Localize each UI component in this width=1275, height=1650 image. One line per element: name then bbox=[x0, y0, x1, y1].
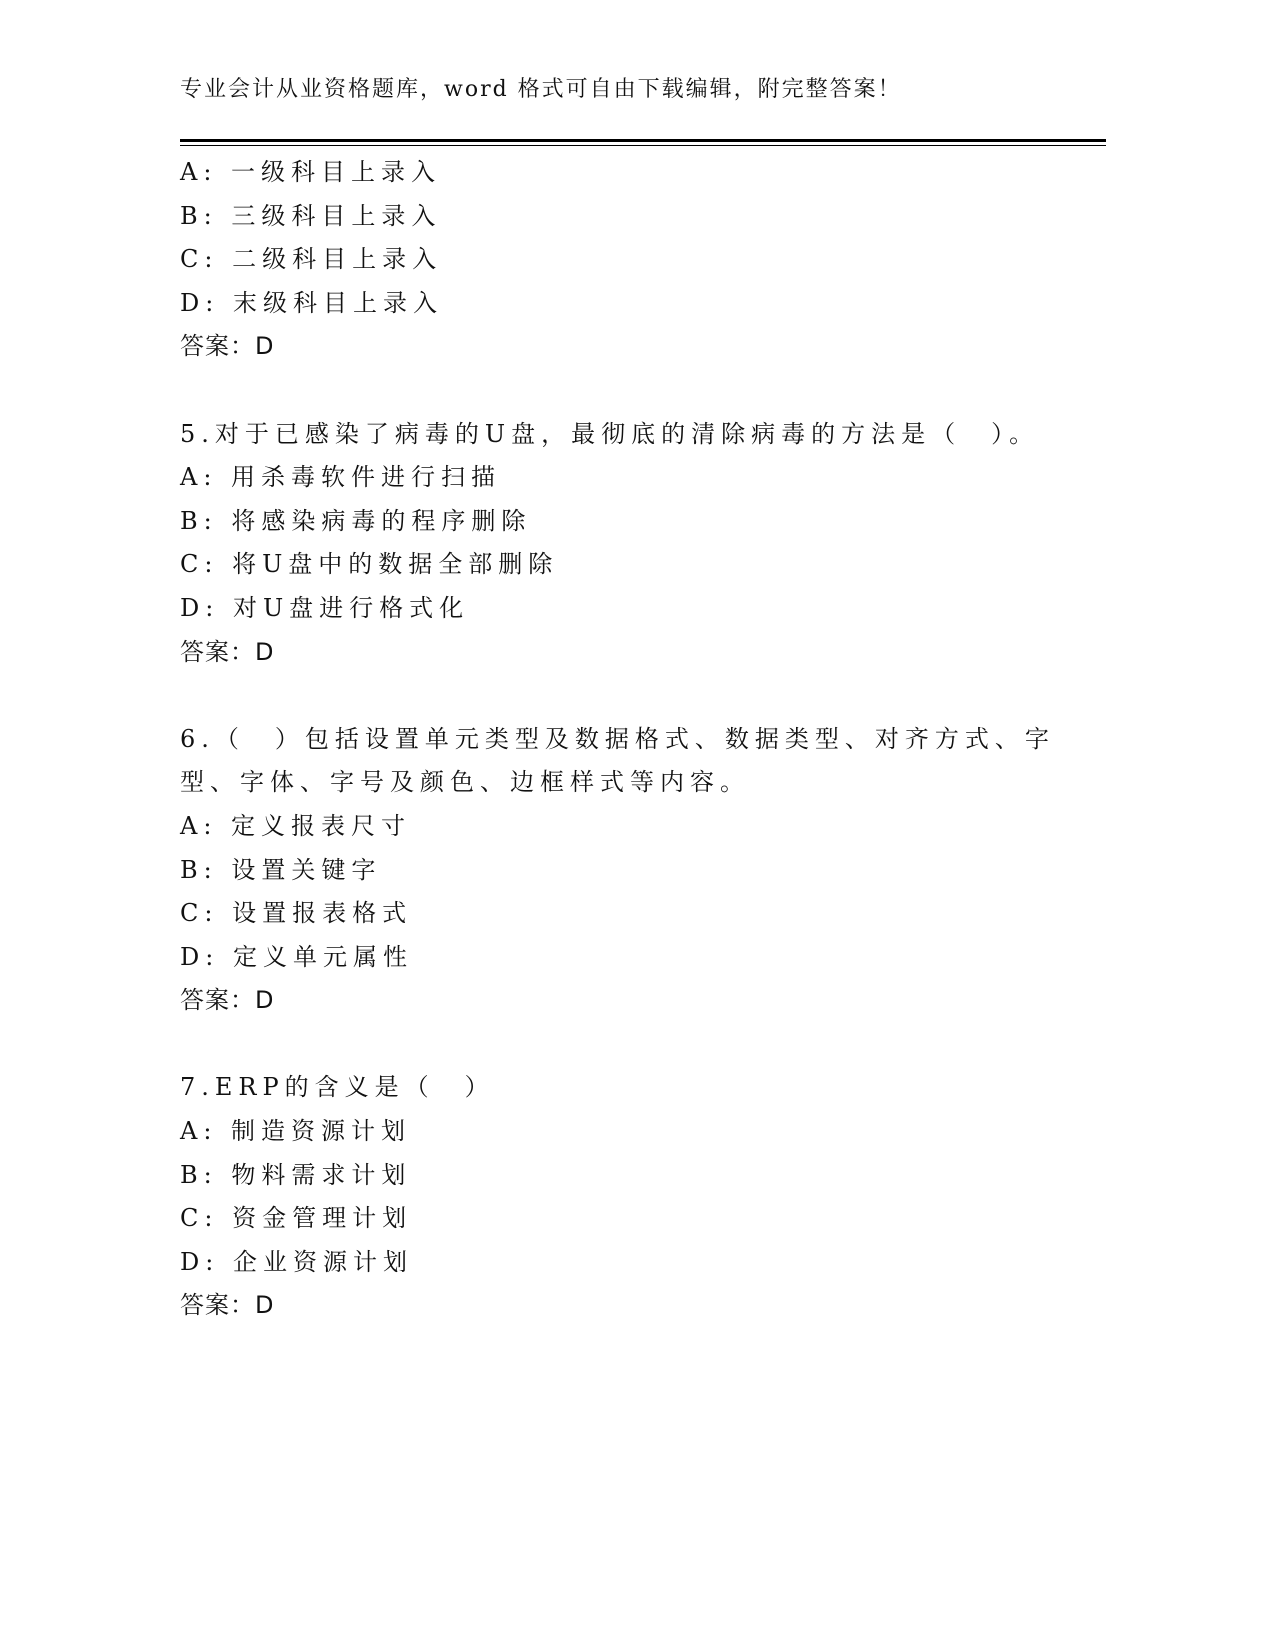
question-list bbox=[180, 151, 1110, 1328]
page-header: 专业会计从业资格题库，word 格式可自由下载编辑，附完整答案！ bbox=[180, 77, 902, 102]
option-a: A: 一级科目上录入 bbox=[180, 158, 442, 186]
question-6 bbox=[180, 718, 1110, 1023]
option-b: B: 三级科目上录入 bbox=[180, 201, 442, 230]
option-d: D: 企业资源计划 bbox=[180, 1247, 413, 1276]
option-c: C: 设置报表格式 bbox=[180, 899, 413, 928]
option-c: C: 二级科目上录入 bbox=[180, 245, 443, 274]
header-rule-thick bbox=[180, 139, 1106, 142]
spacer bbox=[180, 674, 1110, 718]
answer-text: 答案：D bbox=[180, 1291, 275, 1320]
option-d: D: 对U盘进行格式化 bbox=[180, 593, 470, 622]
question-text: 5.对于已感染了病毒的U盘，最彻底的清除病毒的方法是（ ）。 bbox=[180, 419, 1040, 448]
option-b: B: 物料需求计划 bbox=[180, 1160, 412, 1189]
question-text: 7.ERP的含义是（ ） bbox=[180, 1073, 495, 1102]
header-rule-thin bbox=[180, 145, 1106, 146]
answer-text: 答案：D bbox=[180, 332, 275, 361]
spacer bbox=[180, 1023, 1110, 1067]
answer-text: 答案：D bbox=[180, 637, 275, 666]
option-b: B: 设置关键字 bbox=[180, 855, 382, 884]
option-a: A: 用杀毒软件进行扫描 bbox=[180, 463, 502, 492]
option-b: B: 将感染病毒的程序删除 bbox=[180, 506, 532, 535]
option-c: C: 资金管理计划 bbox=[180, 1204, 413, 1233]
option-d: D: 定义单元属性 bbox=[180, 942, 413, 971]
question-4-continuation bbox=[180, 151, 1110, 369]
question-5 bbox=[180, 413, 1110, 675]
option-d: D: 末级科目上录入 bbox=[180, 288, 443, 317]
option-a: A: 定义报表尺寸 bbox=[180, 811, 412, 840]
option-a: A: 制造资源计划 bbox=[180, 1117, 412, 1146]
question-text: 6.（ ）包括设置单元类型及数据格式、数据类型、对齐方式、字型、字体、字号及颜色、边框样式等内容。 bbox=[180, 724, 1055, 797]
answer-text: 答案：D bbox=[180, 986, 275, 1015]
spacer bbox=[180, 369, 1110, 413]
question-7 bbox=[180, 1066, 1110, 1328]
option-c: C: 将U盘中的数据全部删除 bbox=[180, 550, 559, 579]
